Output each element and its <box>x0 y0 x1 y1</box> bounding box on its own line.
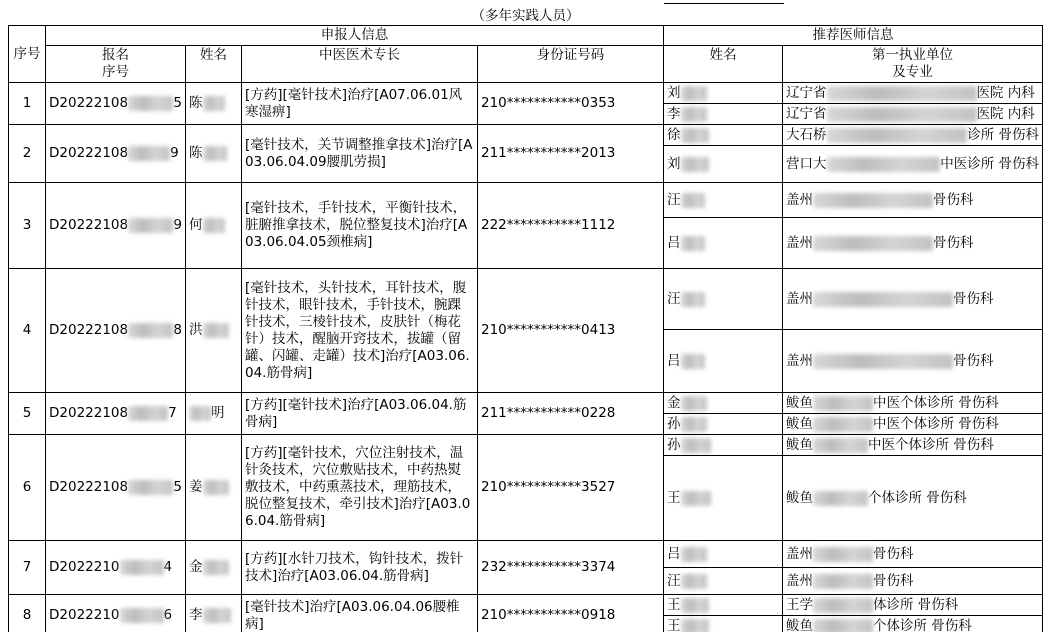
name-prefix: 何 <box>189 217 203 233</box>
reg-prefix: D2022210 <box>49 607 120 623</box>
cell-id-number: 210***********0413 <box>478 269 664 393</box>
table-row <box>9 393 1043 414</box>
doctor-surname: 王 <box>667 489 681 506</box>
doctor-redaction <box>681 574 707 589</box>
unit-redaction <box>813 598 873 613</box>
table-row <box>9 435 1043 456</box>
doctor-surname: 汪 <box>667 290 681 307</box>
col-id: 身份证号码 <box>478 46 664 83</box>
doctor-redaction <box>681 396 707 411</box>
cell-seq <box>9 393 46 435</box>
unit-suffix: 骨伤科 <box>873 572 914 589</box>
unit-redaction <box>813 396 873 411</box>
cell-reg-no <box>46 595 186 632</box>
cell-doctor-name <box>664 456 783 541</box>
cell-applicant-name <box>186 541 242 595</box>
unit-prefix: 辽宁省 <box>786 105 827 122</box>
cell-specialty: [方药][毫针技术，穴位注射技术，温针灸技术，穴位敷贴技术，中药热熨敷技术，中药熏蒸技术，理筋技术，脱位整复技术，牵引技术]治疗[A03.06.04.筋骨病] <box>242 435 478 541</box>
reg-prefix: D20222108 <box>49 479 129 495</box>
unit-redaction <box>813 491 868 506</box>
name-redaction <box>203 323 229 338</box>
doctor-redaction <box>681 438 711 453</box>
unit-prefix: 盖州 <box>786 234 813 251</box>
applicant-group-header: 申报人信息 <box>46 26 664 46</box>
name-prefix: 姜 <box>189 479 203 495</box>
cell-doctor-name <box>664 330 783 393</box>
cell-doctor-name <box>664 616 783 632</box>
unit-suffix: 骨伤科 <box>933 234 974 251</box>
cell-doctor-name <box>664 435 783 456</box>
cell-unit <box>783 104 1043 125</box>
cell-unit <box>783 330 1043 393</box>
unit-prefix: 鲅鱼 <box>786 415 813 432</box>
cell-reg-no <box>46 435 186 541</box>
seq-text: 4 <box>22 322 32 338</box>
name-prefix: 金 <box>189 559 203 575</box>
unit-prefix: 王学 <box>786 596 813 613</box>
doctor-surname: 吕 <box>667 545 681 562</box>
cell-unit <box>783 414 1043 435</box>
cell-reg-no <box>46 83 186 125</box>
name-prefix: 陈 <box>189 145 203 161</box>
unit-prefix: 鲅鱼 <box>786 489 813 506</box>
unit-prefix: 大石桥 <box>786 126 827 143</box>
cell-unit <box>783 269 1043 330</box>
name-redaction <box>203 218 225 233</box>
seq-text: 5 <box>22 405 32 421</box>
cell-specialty: [毫针技术，手针技术，平衡针技术，脏腑推拿技术，脱位整复技术]治疗[A03.06.04.05颈椎病] <box>242 183 478 269</box>
cell-reg-no <box>46 183 186 269</box>
table-row <box>9 83 1043 104</box>
unit-prefix: 盖州 <box>786 191 813 208</box>
unit-redaction <box>827 157 941 172</box>
cell-id-number: 211***********2013 <box>478 125 664 183</box>
reg-suffix: 5 <box>173 479 182 495</box>
unit-suffix: 中医个体诊所 骨伤科 <box>873 415 999 432</box>
cell-applicant-name <box>186 435 242 541</box>
doctor-surname: 金 <box>667 394 681 411</box>
doctor-surname: 吕 <box>667 234 681 251</box>
doctor-surname: 吕 <box>667 352 681 369</box>
cell-unit <box>783 616 1043 632</box>
col-seq: 序号 <box>9 26 46 83</box>
name-redaction <box>189 406 211 421</box>
doctor-surname: 汪 <box>667 191 681 208</box>
col-specialty: 中医医术专长 <box>242 46 478 83</box>
reg-prefix: D20222108 <box>49 95 129 111</box>
cell-specialty: [毫针技术，关节调整推拿技术]治疗[A03.06.04.09腰肌劳损] <box>242 125 478 183</box>
unit-prefix: 辽宁省 <box>786 84 827 101</box>
reg-redaction <box>128 146 170 161</box>
cell-specialty: [毫针技术]治疗[A03.06.04.06腰椎病] <box>242 595 478 632</box>
cell-reg-no <box>46 125 186 183</box>
unit-suffix: 中医个体诊所 骨伤科 <box>873 394 999 411</box>
doctor-surname: 刘 <box>667 155 681 172</box>
cell-unit <box>783 595 1043 616</box>
unit-prefix: 盖州 <box>786 352 813 369</box>
name-prefix: 陈 <box>189 95 203 111</box>
seq-text: 1 <box>22 95 32 111</box>
table-row <box>9 595 1043 616</box>
table-row <box>9 125 1043 146</box>
reg-suffix: 9 <box>170 145 179 161</box>
doctor-redaction <box>681 236 705 251</box>
cell-applicant-name <box>186 269 242 393</box>
table-row <box>9 183 1043 218</box>
cell-unit <box>783 541 1043 568</box>
unit-suffix: 骨伤科 <box>873 545 914 562</box>
unit-suffix: 骨伤科 <box>933 191 974 208</box>
unit-suffix: 医院 内科 <box>976 105 1035 122</box>
cell-doctor-name <box>664 414 783 435</box>
cell-seq <box>9 83 46 125</box>
reg-prefix: D20222108 <box>49 217 129 233</box>
doctor-redaction <box>681 86 707 101</box>
unit-suffix: 个体诊所 骨伤科 <box>873 617 972 632</box>
name-prefix: 洪 <box>189 322 203 338</box>
cell-specialty: [方药][毫针技术]治疗[A03.06.04.筋骨病] <box>242 393 478 435</box>
unit-suffix: 骨伤科 <box>953 290 994 307</box>
cell-unit <box>783 83 1043 104</box>
unit-redaction <box>813 292 953 307</box>
cell-doctor-name <box>664 218 783 269</box>
doctor-surname: 孙 <box>667 436 681 453</box>
col-doctor-name: 姓名 <box>664 46 783 83</box>
unit-redaction <box>813 193 933 208</box>
cell-doctor-name <box>664 104 783 125</box>
table-row <box>9 269 1043 330</box>
seq-text: 3 <box>22 217 32 233</box>
reg-prefix: D20222108 <box>49 145 129 161</box>
cell-reg-no <box>46 269 186 393</box>
reg-redaction <box>120 608 164 623</box>
cell-reg-no <box>46 393 186 435</box>
seq-text: 6 <box>22 479 32 495</box>
table-row <box>9 541 1043 568</box>
reg-redaction <box>128 218 173 233</box>
cell-reg-no <box>46 541 186 595</box>
cell-id-number: 211***********0228 <box>478 393 664 435</box>
cell-unit <box>783 183 1043 218</box>
cell-seq <box>9 269 46 393</box>
cell-unit <box>783 393 1043 414</box>
unit-redaction <box>827 107 977 122</box>
cell-id-number: 210***********3527 <box>478 435 664 541</box>
cell-doctor-name <box>664 568 783 595</box>
name-redaction <box>203 560 229 575</box>
reg-suffix: 8 <box>173 322 182 338</box>
name-redaction <box>203 96 225 111</box>
unit-prefix: 盖州 <box>786 290 813 307</box>
doctor-redaction <box>681 107 707 122</box>
cell-doctor-name <box>664 393 783 414</box>
cell-specialty: [毫针技术，头针技术，耳针技术，腹针技术，眼针技术，手针技术，腕踝针技术，三棱针技术，皮肤针（梅花针）技术，醒脑开窍技术，拔罐（留罐、闪罐、走罐）技术]治疗[A03.06.04.筋骨病] <box>242 269 478 393</box>
doctor-redaction <box>681 417 707 432</box>
reg-redaction <box>128 96 173 111</box>
cell-applicant-name <box>186 393 242 435</box>
cell-unit <box>783 218 1043 269</box>
doctor-redaction <box>681 193 705 208</box>
unit-redaction <box>813 619 873 632</box>
applicant-table <box>8 8 1043 632</box>
doctor-surname: 孙 <box>667 415 681 432</box>
seq-text: 2 <box>22 145 32 161</box>
doctor-redaction <box>681 619 709 632</box>
unit-redaction <box>813 354 953 369</box>
doctor-redaction <box>681 354 705 369</box>
cell-specialty: [方药][水针刀技术，钩针技术，拨针技术]治疗[A03.06.04.筋骨病] <box>242 541 478 595</box>
unit-prefix: 盖州 <box>786 572 813 589</box>
unit-redaction <box>813 547 873 562</box>
doctor-redaction <box>681 157 709 172</box>
reg-suffix: 5 <box>173 95 182 111</box>
cell-seq <box>9 595 46 632</box>
doctor-surname: 王 <box>667 617 681 632</box>
reg-suffix: 7 <box>168 405 177 421</box>
cell-unit <box>783 456 1043 541</box>
cell-doctor-name <box>664 83 783 104</box>
cell-doctor-name <box>664 541 783 568</box>
reg-suffix: 9 <box>173 217 182 233</box>
cell-unit <box>783 568 1043 595</box>
cell-doctor-name <box>664 125 783 146</box>
reg-redaction <box>128 323 173 338</box>
unit-redaction <box>813 574 873 589</box>
reg-suffix: 6 <box>163 607 173 623</box>
cell-specialty: [方药][毫针技术]治疗[A07.06.01风寒湿痹] <box>242 83 478 125</box>
name-suffix: 明 <box>211 405 225 421</box>
unit-suffix: 中医诊所 骨伤科 <box>940 155 1040 172</box>
doctor-redaction <box>681 598 709 613</box>
cell-applicant-name <box>186 125 242 183</box>
recommender-group-header: 推荐医师信息 <box>664 26 1043 46</box>
unit-redaction <box>827 86 977 101</box>
reg-prefix: D2022210 <box>49 559 120 575</box>
cell-id-number: 232***********3374 <box>478 541 664 595</box>
cell-id-number: 210***********0353 <box>478 83 664 125</box>
doctor-surname: 徐 <box>667 126 681 143</box>
doctor-redaction <box>681 547 707 562</box>
cell-seq <box>9 541 46 595</box>
unit-redaction <box>827 128 968 143</box>
cell-doctor-name <box>664 269 783 330</box>
cell-seq <box>9 435 46 541</box>
seq-text: 8 <box>22 607 32 623</box>
reg-redaction <box>128 480 173 495</box>
unit-suffix: 诊所 骨伤科 <box>967 126 1040 143</box>
reg-suffix: 4 <box>163 559 173 575</box>
unit-prefix: 鲅鱼 <box>786 436 813 453</box>
reg-prefix: D20222108 <box>49 405 129 421</box>
col-unit: 第一执业单位 及专业 <box>783 46 1043 83</box>
doctor-redaction <box>681 491 711 506</box>
doctor-surname: 刘 <box>667 84 681 101</box>
unit-redaction <box>813 438 868 453</box>
cell-applicant-name <box>186 595 242 632</box>
cell-unit <box>783 435 1043 456</box>
name-redaction <box>203 146 227 161</box>
unit-suffix: 骨伤科 <box>953 352 994 369</box>
cell-unit <box>783 125 1043 146</box>
unit-suffix: 个体诊所 骨伤科 <box>868 489 967 506</box>
cell-applicant-name <box>186 83 242 125</box>
col-name: 姓名 <box>186 46 242 83</box>
seq-text: 7 <box>22 559 32 575</box>
table-body <box>9 83 1043 632</box>
doctor-surname: 王 <box>667 596 681 613</box>
cell-id-number: 222***********1112 <box>478 183 664 269</box>
cell-id-number: 210***********0918 <box>478 595 664 632</box>
cell-applicant-name <box>186 183 242 269</box>
table-caption: （多年实践人员） <box>9 8 1043 26</box>
name-prefix: 李 <box>189 607 203 623</box>
name-redaction <box>203 608 231 623</box>
unit-suffix: 体诊所 骨伤科 <box>873 596 959 613</box>
cell-unit <box>783 146 1043 183</box>
unit-prefix: 鲅鱼 <box>786 394 813 411</box>
top-rule <box>664 3 784 4</box>
unit-prefix: 营口大 <box>786 155 827 172</box>
unit-redaction <box>813 417 873 432</box>
doctor-surname: 汪 <box>667 572 681 589</box>
unit-suffix: 医院 内科 <box>976 84 1035 101</box>
cell-doctor-name <box>664 183 783 218</box>
unit-redaction <box>813 236 933 251</box>
doctor-redaction <box>681 128 709 143</box>
name-redaction <box>203 480 229 495</box>
reg-redaction <box>128 406 168 421</box>
cell-seq <box>9 183 46 269</box>
col-reg-no: 报名 序号 <box>46 46 186 83</box>
cell-doctor-name <box>664 595 783 616</box>
reg-redaction <box>120 560 164 575</box>
unit-prefix: 鲅鱼 <box>786 617 813 632</box>
unit-prefix: 盖州 <box>786 545 813 562</box>
doctor-surname: 李 <box>667 105 681 122</box>
unit-suffix: 中医个体诊所 骨伤科 <box>868 436 994 453</box>
reg-prefix: D20222108 <box>49 322 129 338</box>
cell-seq <box>9 125 46 183</box>
doctor-redaction <box>681 292 705 307</box>
cell-doctor-name <box>664 146 783 183</box>
